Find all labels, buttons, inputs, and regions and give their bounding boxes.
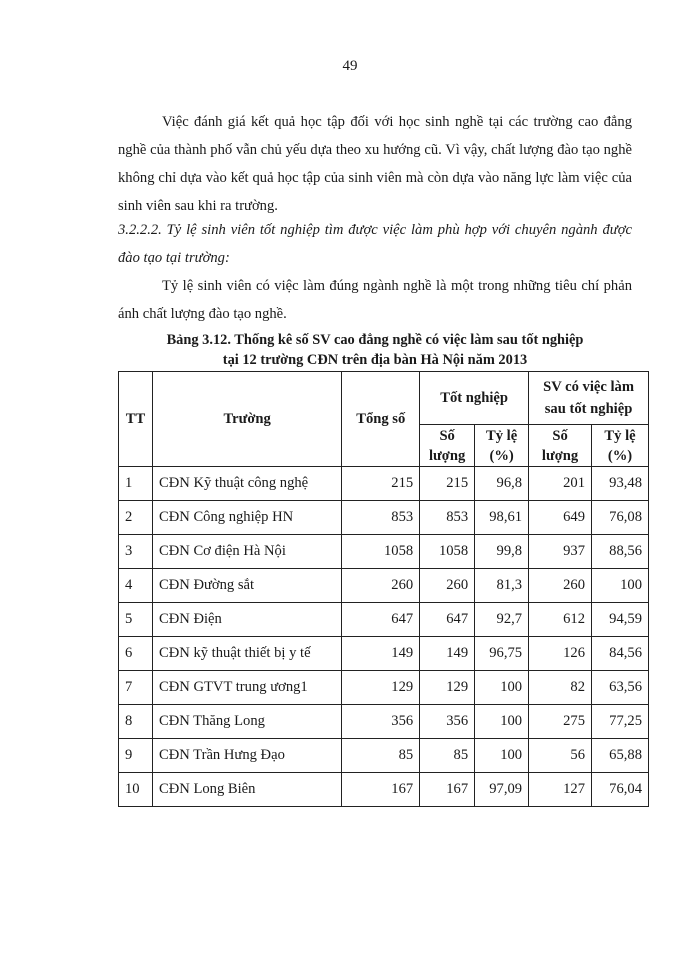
row-grad-count: 1058 (420, 535, 475, 569)
table-row (119, 705, 649, 739)
paragraph-evaluation: Việc đánh giá kết quả học tập đối với học sinh nghề tại các trường cao đẳng nghề của thành phố vẫn chủ yếu dựa theo xu hướng cũ. Vì vậy, chất lượng đào tạo nghề không chỉ dựa vào kết quả học tập của sinh viên mà còn dựa vào năng lực làm việc của sinh viên sau khi ra trường. (118, 114, 632, 214)
header-school: Trường (152, 372, 341, 467)
row-total: 260 (342, 569, 420, 603)
table-caption (118, 330, 632, 370)
row-emp-count: 275 (529, 705, 592, 739)
row-emp-count: 56 (529, 739, 592, 773)
row-grad-count: 356 (420, 705, 475, 739)
row-emp-count: 82 (529, 671, 592, 705)
header-total: Tổng số (342, 372, 420, 467)
row-grad-count: 129 (420, 671, 475, 705)
caption-line-2: tại 12 trường CĐN trên địa bàn Hà Nội năm 2013 (222, 352, 528, 368)
header-emp-count: Số lượng (529, 425, 592, 467)
row-tt: 5 (119, 603, 153, 637)
row-school: CĐN Điện (152, 603, 341, 637)
row-emp-count: 127 (529, 773, 592, 807)
row-emp-count: 201 (529, 467, 592, 501)
row-grad-rate: 81,3 (475, 569, 529, 603)
row-school: CĐN Đường sắt (152, 569, 341, 603)
row-grad-count: 647 (420, 603, 475, 637)
row-tt: 4 (119, 569, 153, 603)
row-grad-rate: 100 (475, 739, 529, 773)
row-total: 215 (342, 467, 420, 501)
row-emp-rate: 94,59 (592, 603, 649, 637)
row-school: CĐN kỹ thuật thiết bị y tế (152, 637, 341, 671)
row-grad-rate: 92,7 (475, 603, 529, 637)
row-emp-rate: 65,88 (592, 739, 649, 773)
row-grad-count: 167 (420, 773, 475, 807)
row-grad-count: 853 (420, 501, 475, 535)
row-grad-rate: 100 (475, 705, 529, 739)
row-tt: 3 (119, 535, 153, 569)
row-school: CĐN Cơ điện Hà Nội (152, 535, 341, 569)
table-row (119, 501, 649, 535)
header-grad-count: Số lượng (420, 425, 475, 467)
row-school: CĐN GTVT trung ương1 (152, 671, 341, 705)
table-row (119, 467, 649, 501)
table-row (119, 637, 649, 671)
row-grad-rate: 100 (475, 671, 529, 705)
row-tt: 8 (119, 705, 153, 739)
table-row (119, 671, 649, 705)
row-emp-rate: 93,48 (592, 467, 649, 501)
row-emp-count: 260 (529, 569, 592, 603)
row-school: CĐN Long Biên (152, 773, 341, 807)
header-grad-rate: Tỷ lệ (%) (475, 425, 529, 467)
header-emp-rate: Tỷ lệ (%) (592, 425, 649, 467)
row-total: 129 (342, 671, 420, 705)
row-grad-rate: 96,8 (475, 467, 529, 501)
row-emp-count: 126 (529, 637, 592, 671)
row-tt: 2 (119, 501, 153, 535)
row-total: 85 (342, 739, 420, 773)
row-grad-rate: 99,8 (475, 535, 529, 569)
row-school: CĐN Trần Hưng Đạo (152, 739, 341, 773)
table-row (119, 535, 649, 569)
row-tt: 9 (119, 739, 153, 773)
row-grad-count: 149 (420, 637, 475, 671)
row-emp-rate: 77,25 (592, 705, 649, 739)
row-tt: 1 (119, 467, 153, 501)
row-tt: 6 (119, 637, 153, 671)
row-school: CĐN Công nghiệp HN (152, 501, 341, 535)
paragraph-employment-rate: Tỷ lệ sinh viên có việc làm đúng ngành nghề là một trong những tiêu chí phản ánh chất lượng đào tạo nghề. (118, 278, 632, 322)
row-total: 1058 (342, 535, 420, 569)
caption-line-1: Bảng 3.12. Thống kê số SV cao đẳng nghề có việc làm sau tốt nghiệp (166, 332, 584, 348)
header-tt: TT (119, 372, 153, 467)
header-employed: SV có việc làm sau tốt nghiệp (529, 372, 649, 425)
table-row (119, 569, 649, 603)
header-graduated: Tốt nghiệp (420, 372, 529, 425)
row-total: 647 (342, 603, 420, 637)
row-grad-rate: 97,09 (475, 773, 529, 807)
row-emp-count: 649 (529, 501, 592, 535)
row-grad-rate: 98,61 (475, 501, 529, 535)
row-emp-rate: 76,08 (592, 501, 649, 535)
row-school: CĐN Thăng Long (152, 705, 341, 739)
row-total: 167 (342, 773, 420, 807)
row-total: 853 (342, 501, 420, 535)
employment-table (118, 371, 649, 807)
row-tt: 10 (119, 773, 153, 807)
row-grad-count: 85 (420, 739, 475, 773)
row-grad-count: 215 (420, 467, 475, 501)
table-body (119, 467, 649, 807)
row-emp-rate: 84,56 (592, 637, 649, 671)
section-heading: 3.2.2.2. Tỷ lệ sinh viên tốt nghiệp tìm được việc làm phù hợp với chuyên ngành được đào tạo tại trường: (118, 222, 632, 266)
row-total: 149 (342, 637, 420, 671)
row-emp-rate: 76,04 (592, 773, 649, 807)
row-emp-rate: 63,56 (592, 671, 649, 705)
row-emp-rate: 100 (592, 569, 649, 603)
row-grad-rate: 96,75 (475, 637, 529, 671)
table-row (119, 773, 649, 807)
table-row (119, 603, 649, 637)
table-row (119, 739, 649, 773)
row-emp-count: 937 (529, 535, 592, 569)
row-emp-rate: 88,56 (592, 535, 649, 569)
row-total: 356 (342, 705, 420, 739)
row-school: CĐN Kỹ thuật công nghệ (152, 467, 341, 501)
page-number: 49 (342, 58, 358, 74)
row-grad-count: 260 (420, 569, 475, 603)
row-tt: 7 (119, 671, 153, 705)
row-emp-count: 612 (529, 603, 592, 637)
